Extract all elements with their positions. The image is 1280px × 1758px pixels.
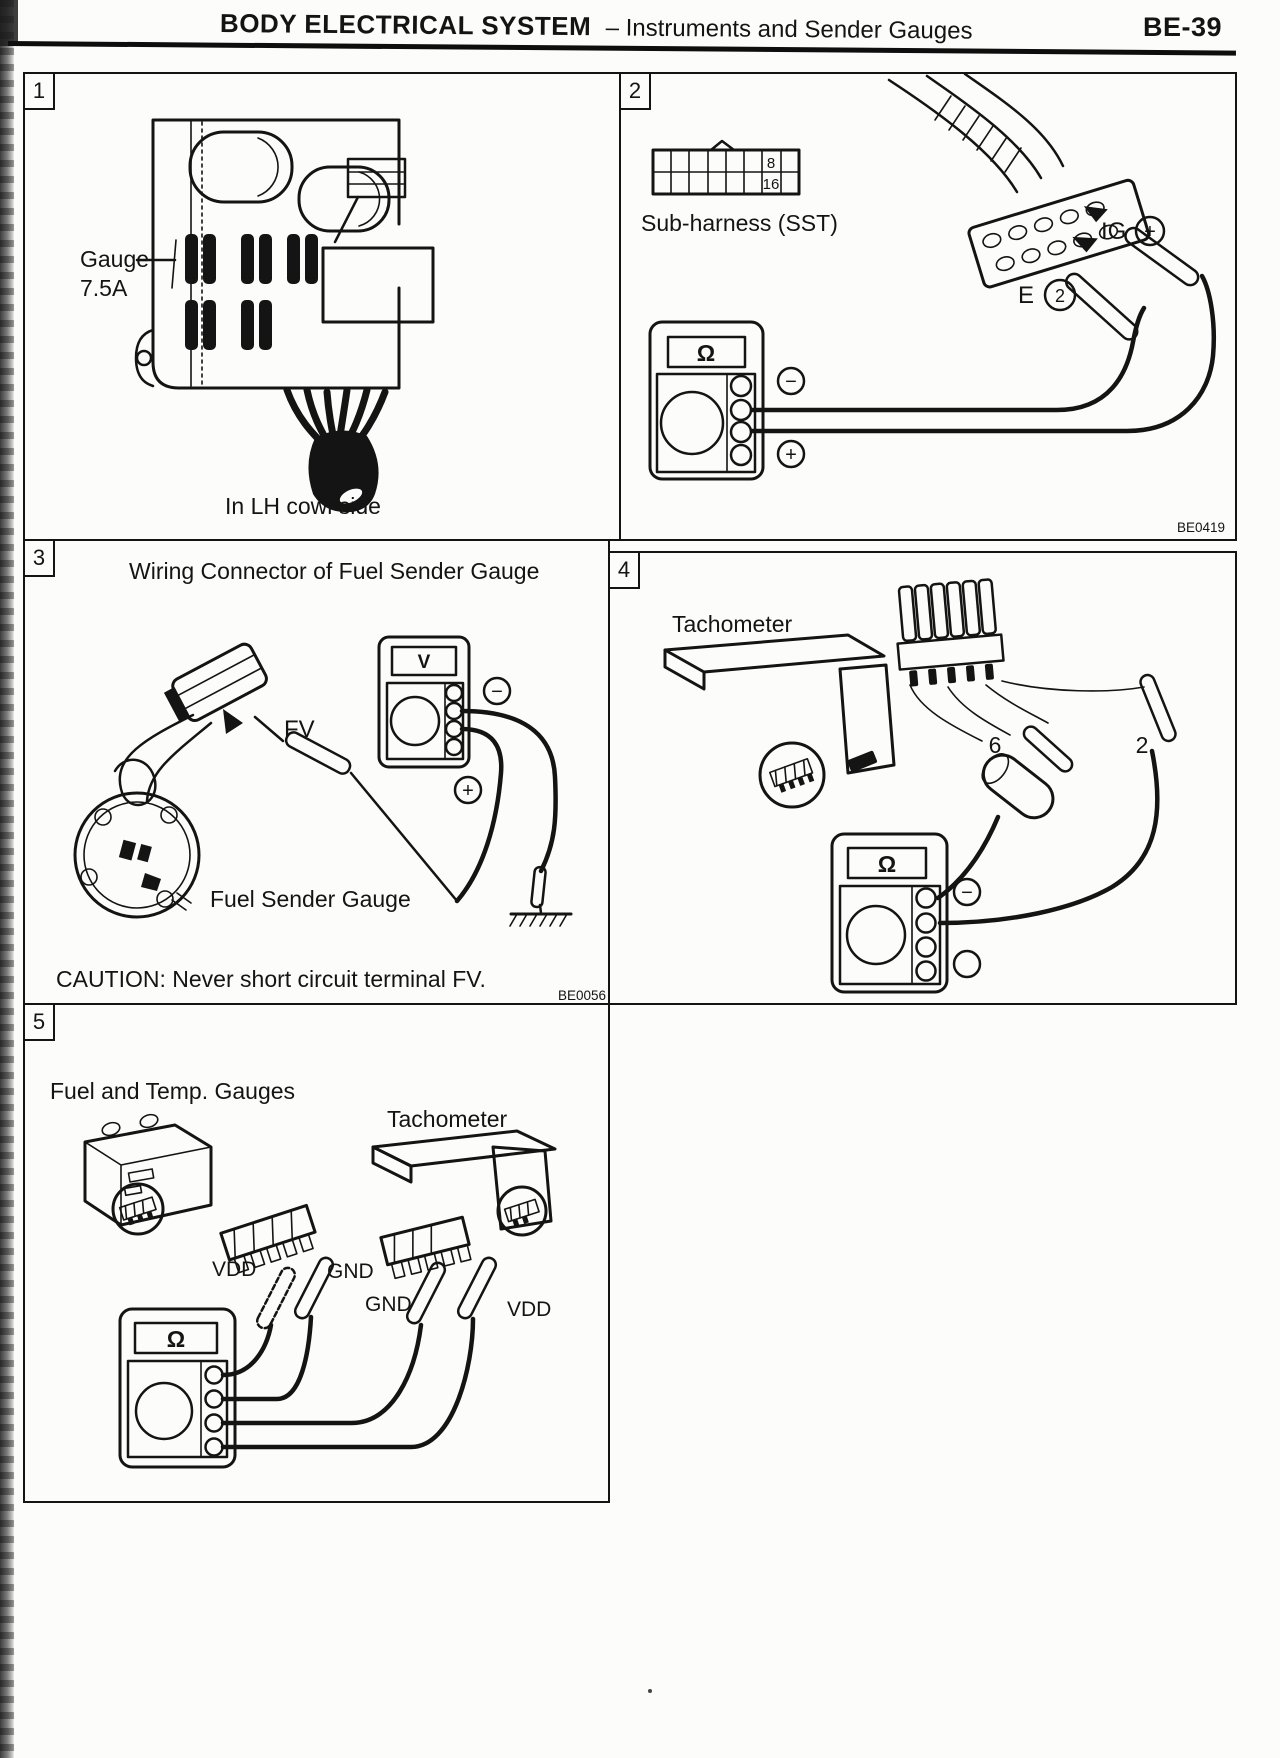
scan-edge-artifact [0,0,14,1758]
header-rule [8,41,1236,56]
voltmeter [379,637,469,767]
terminal-6-label: 6 [988,732,1002,758]
probe-contact [223,709,243,734]
test-probe-vdd-2 [456,1255,498,1320]
terminal-gnd-2-label: GND [365,1293,412,1316]
subharness-illustration [621,74,1235,539]
svg-text:−: − [491,681,503,703]
terminal-ig-label: IG [1101,218,1127,245]
svg-text:+: + [462,780,474,802]
sender-connector [161,641,269,728]
panel-4-tachometer-check [608,551,1237,1005]
ohmmeter [120,1309,235,1467]
scan-corner-artifact [0,0,18,46]
pin-grid [653,141,799,194]
meter-lead-4 [223,1319,473,1447]
gauge-unit [85,1113,211,1234]
polarity-negative [778,368,804,394]
meter-mode-label: V [417,652,431,673]
panel-3-title: Wiring Connector of Fuel Sender Gauge [129,558,540,584]
doc-title-main: BODY ELECTRICAL SYSTEM [219,8,592,42]
figure-code: BE0056 [557,988,606,1003]
subharness-label: Sub-harness (SST) [641,210,838,236]
polarity-negative [484,678,510,704]
fuel-sender-flange [75,793,199,917]
page-code: BE-39 [1143,12,1223,42]
test-probe-ig [1122,225,1201,288]
meter-lead-3 [223,1325,421,1423]
gauge-fuse-label: Gauge [80,246,150,272]
fuel-sender-illustration [25,541,608,1003]
panel-2-number: 2 [619,72,651,110]
panel-5-gauge-tach-check [23,1003,610,1503]
gauges-illustration [25,1005,608,1501]
location-note: In LH cowl side [225,493,381,519]
fuse-box-illustration [25,74,619,539]
svg-text:−: − [961,882,973,904]
terminal-fv-label: FV [284,716,315,743]
polarity-positive [954,951,980,977]
test-probe-fv [255,717,457,901]
sender-wires [115,715,211,805]
meter-lead-1 [752,308,1144,410]
meter-mode-label: Ω [877,851,897,877]
page-header [220,8,973,46]
panel-5-number: 5 [23,1003,55,1041]
pin-number-16: 16 [762,176,780,193]
terminal-e-label: E [1018,282,1035,309]
tachometer-connector [893,579,1005,688]
polarity-positive [455,777,481,803]
terminal-gnd-1-label: GND [327,1260,374,1283]
svg-text:−: − [785,371,797,393]
test-probe-vdd-1 [255,1265,297,1330]
doc-title-sub: – Instruments and Sender Gauges [605,14,973,45]
ohmmeter [650,322,763,479]
panel-1-fuse-location [23,72,621,541]
gauges-label: Fuel and Temp. Gauges [50,1078,296,1104]
tachometer-label: Tachometer [672,611,793,637]
svg-text:+: + [1144,221,1156,243]
polarity-positive [778,441,804,467]
meter-lead-1 [223,1325,271,1375]
meter-mode-label: Ω [166,1326,186,1352]
caution-note: CAUTION: Never short circuit terminal FV. [56,966,486,992]
gauge-fuse-rating: 7.5A [80,275,128,301]
meter-mode-label: Ω [696,340,716,366]
svg-text:2: 2 [1054,286,1066,306]
ground-probe [510,867,571,926]
terminal-vdd-1-label: VDD [212,1258,257,1281]
terminal-2-label: 2 [1135,732,1149,758]
connector-pigtails [910,681,1144,741]
scan-speck [648,1689,652,1693]
ohmmeter [832,834,947,992]
polarity-negative [954,879,980,905]
meter-lead-ground [462,711,556,871]
terminal-vdd-2-label: VDD [507,1298,552,1321]
panel-3-number: 3 [23,539,55,577]
pin-number-8: 8 [766,155,776,172]
tachometer-label: Tachometer [387,1106,508,1132]
test-probe-6 [1021,724,1075,775]
svg-text:+: + [785,444,797,466]
harness-cable [889,74,1063,192]
connector-detail [770,759,815,794]
fuse-box-drawing [136,120,433,512]
fuses [185,234,318,350]
panel-2-subharness-check [619,72,1237,541]
tach-connector [381,1217,473,1279]
tachometer-illustration [610,553,1235,1003]
panel-1-number: 1 [23,72,55,110]
tachometer-body [665,635,894,807]
terminal-e-symbol [1045,280,1075,310]
figure-code: BE0419 [1176,520,1225,535]
panel-3-fuel-sender-check [23,539,610,1005]
panel-4-number: 4 [608,551,640,589]
test-probe-e [1063,271,1141,343]
sender-label: Fuel Sender Gauge [210,886,411,912]
